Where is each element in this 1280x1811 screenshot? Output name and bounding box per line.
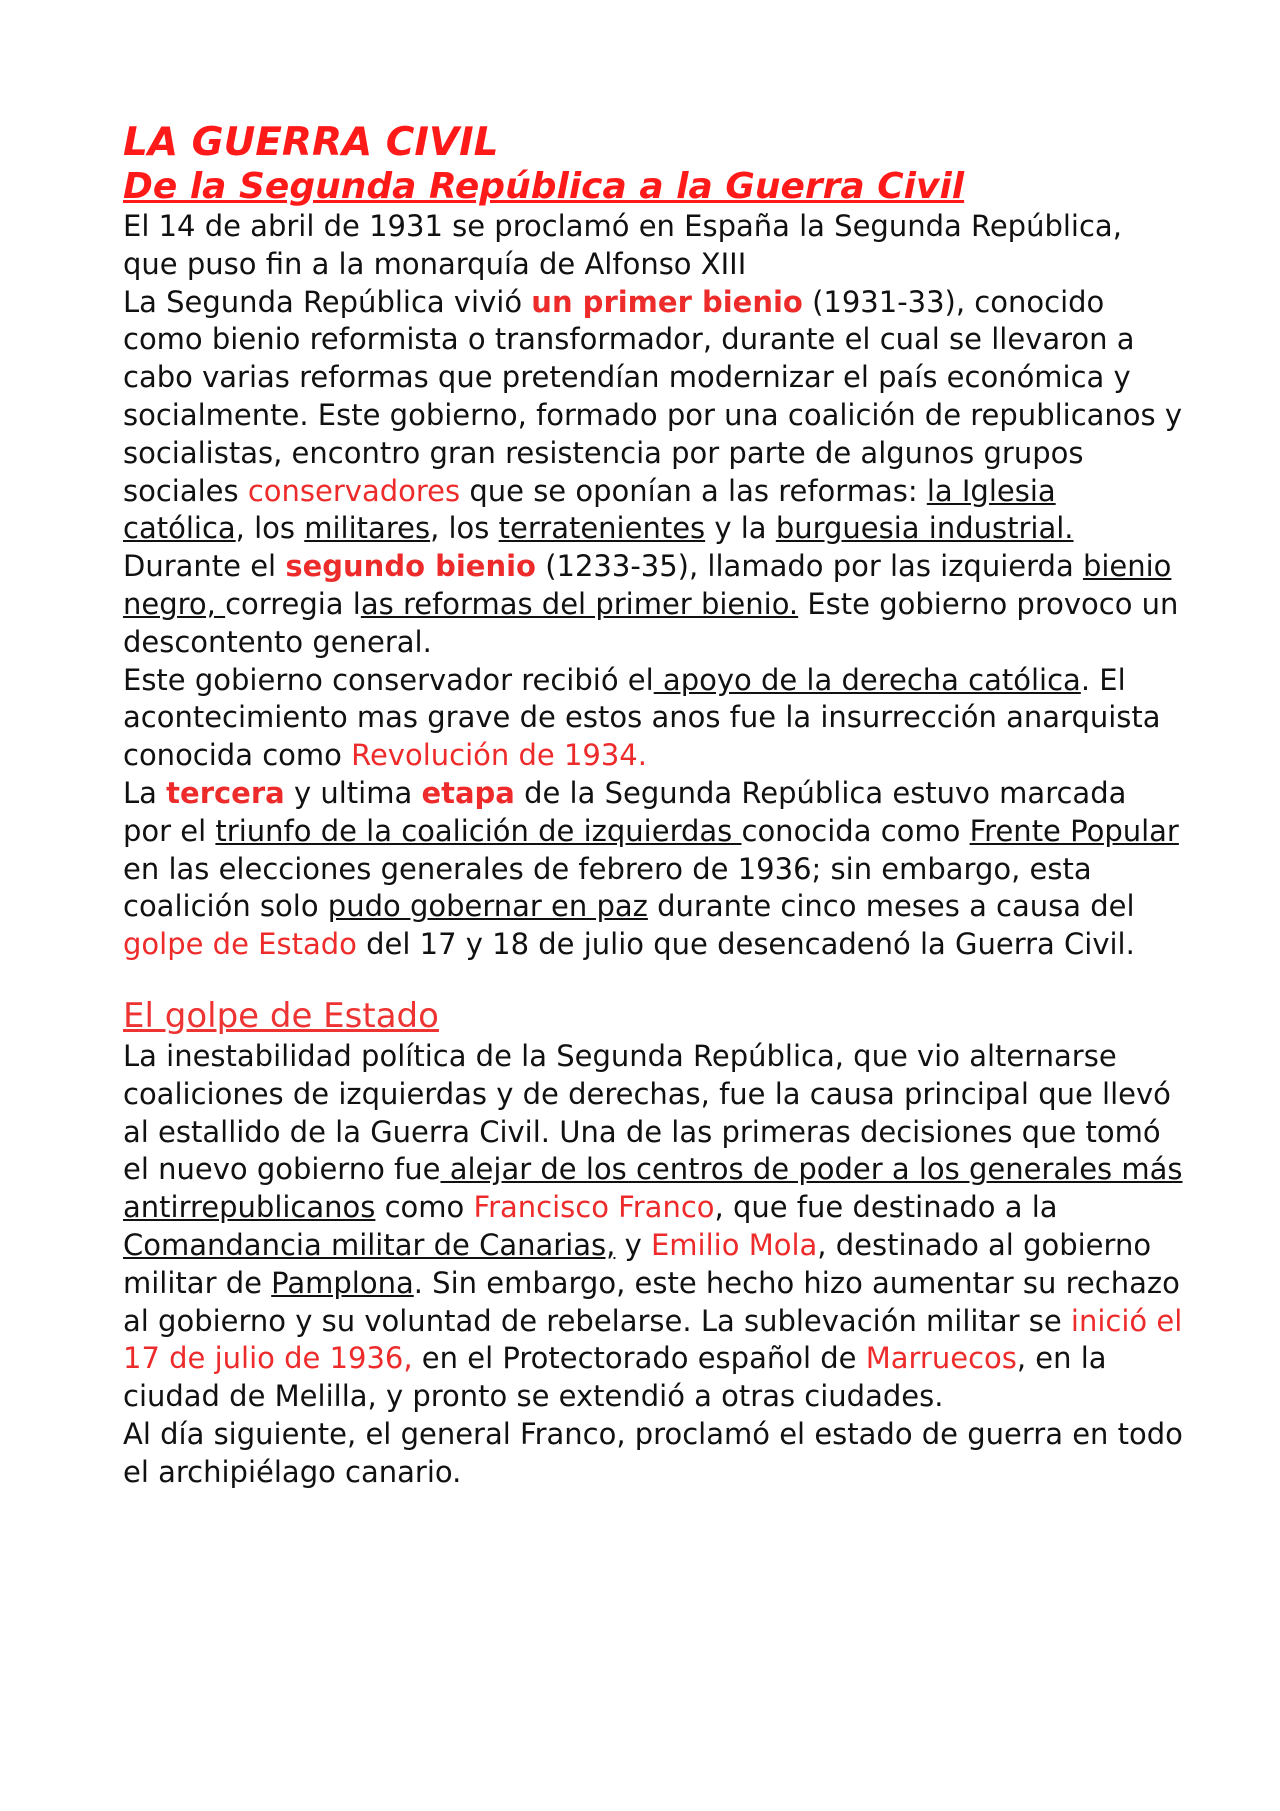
text-run: en las elecciones generales de febrero de 1936; sin embargo, esta coalición solo (123, 851, 1092, 924)
text-run: , los (235, 511, 305, 546)
text-run: , los (430, 511, 499, 546)
text-run: durante cinco meses a causa del (647, 889, 1135, 924)
highlight-second-bienio: segundo bienio (285, 549, 536, 584)
text-run: , destinado al gobierno militar de (123, 1227, 1152, 1300)
underline-comandancia-canarias: Comandancia militar de Canarias, (123, 1227, 616, 1262)
underline-triunfo-izquierdas: triunfo de la coalición de izquierdas (215, 813, 742, 848)
underline-bienio-negro: bienio negro, (123, 549, 1172, 621)
underline-pamplona: Pamplona (271, 1265, 414, 1300)
paragraph-third-stage (123, 775, 1183, 964)
highlight-marruecos: Marruecos (865, 1341, 1017, 1376)
text-run: La inestabilidad política de la Segunda República, que vio alternarse coaliciones de izquierdas y de derechas, fue la causa principal que llevó al estallido de la Guerra Civil. Una de las primeras decisiones que tomó el nuevo gobierno fue (123, 1038, 1171, 1187)
paragraph-second-bienio (123, 548, 1183, 661)
underline-frente-popular: Frente Popular (969, 813, 1179, 848)
underline-militares: militares (304, 511, 431, 546)
paragraph-proclamation: El 14 de abril de 1931 se proclamó en España la Segunda República, que puso fin a la monarquía de Alfonso XIII (123, 209, 1122, 281)
text-run: Este gobierno conservador recibió el (123, 662, 654, 697)
highlight-revolucion-1934: Revolución de 1934. (351, 738, 647, 773)
highlight-golpe-estado: golpe de Estado (123, 927, 357, 962)
text-run: (1931-33), conocido como bienio reformista o transformador, durante el cual se llevaron a cabo varias reformas que pretendían modernizar el país económica y socialmente. Este gobierno, formado por una coalición de republicanos y socialistas, encontro gran resistencia por parte de algunos grupos sociales (123, 284, 1183, 508)
text-run: La Segunda República vivió (123, 284, 532, 319)
text-run: corregia l (225, 586, 361, 621)
text-run: conocida como (741, 813, 970, 848)
text-run: que se oponían a las reformas: (460, 473, 927, 508)
underline-reformas: as reformas del primer bienio. (360, 586, 799, 621)
text-run: , en la ciudad de Melilla, y pronto se extendió a otras ciudades. (123, 1341, 1107, 1414)
underline-apoyo-derecha: apoyo de la derecha católica (653, 662, 1081, 697)
highlight-tercera: tercera (166, 775, 285, 810)
underline-alejar-generales: alejar de los centros de poder a los generales más antirrepublicanos (123, 1152, 1183, 1225)
text-run: de la Segunda República estuvo marcada por el (123, 775, 1127, 848)
text-run: del 17 y 18 de julio que desencadenó la Guerra Civil. (356, 927, 1135, 962)
text-run: (1233-35), llamado por las izquierda (535, 549, 1083, 584)
text-run: , que fue destinado a la (714, 1190, 1058, 1225)
text-run: como (375, 1190, 474, 1225)
underline-gobernar-paz: pudo gobernar en paz (327, 889, 648, 924)
paragraph-estado-guerra: Al día siguiente, el general Franco, proclamó el estado de guerra en todo el archipiélago canario. (123, 1416, 1183, 1489)
text-run: y (615, 1227, 651, 1262)
paragraph-first-bienio (123, 284, 1183, 549)
text-run: Durante el (123, 549, 286, 584)
highlight-conservadores: conservadores (247, 473, 461, 508)
underline-terratenientes: terratenientes (498, 511, 706, 546)
highlight-franco: Francisco Franco (473, 1190, 715, 1225)
underline-iglesia: la Iglesia católica (123, 473, 1056, 546)
highlight-etapa: etapa (421, 775, 515, 810)
text-run: Este gobierno provoco un descontento general. (123, 586, 1179, 659)
text-run: en el Protectorado español de (412, 1341, 866, 1376)
page-subtitle: De la Segunda República a la Guerra Civil (123, 166, 965, 207)
page-title: LA GUERRA CIVIL (123, 120, 499, 165)
paragraph-golpe-estado (123, 1038, 1183, 1416)
text-run: y ultima (284, 775, 422, 810)
section-heading-golpe: El golpe de Estado (123, 995, 439, 1036)
highlight-mola: Emilio Mola (650, 1227, 818, 1262)
highlight-first-bienio: un primer bienio (531, 284, 803, 319)
text-run: . Sin embargo, este hecho hizo aumentar su rechazo al gobierno y su voluntad de rebelarse. La sublevación militar se (123, 1265, 1180, 1338)
paragraph-revolution-1934 (123, 662, 1183, 775)
highlight-inicio-1936: inició el 17 de julio de 1936, (123, 1303, 1183, 1376)
text-run: . El acontecimiento mas grave de estos anos fue la insurrección anarquista conocida como (123, 662, 1161, 773)
text-run: La (123, 775, 167, 810)
underline-burguesia: burguesia industrial. (775, 511, 1074, 546)
document-page (123, 120, 1183, 1492)
text-run: y la (705, 511, 776, 546)
